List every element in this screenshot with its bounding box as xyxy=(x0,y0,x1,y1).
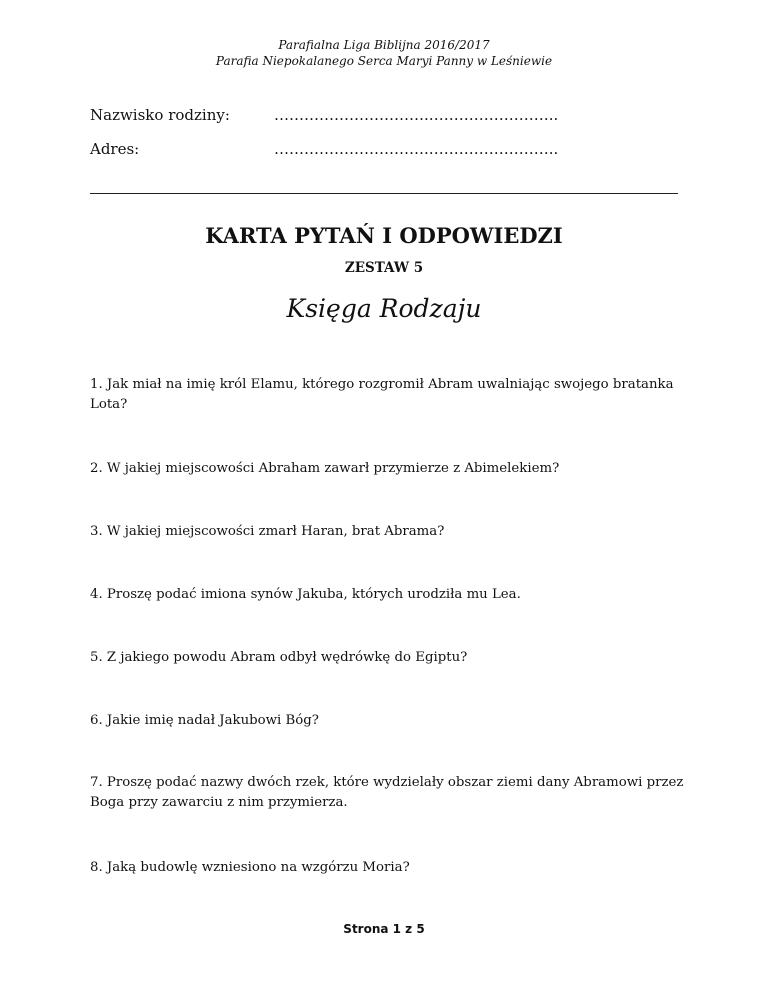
page-header xyxy=(0,37,768,69)
page-number: Strona 1 z 5 xyxy=(343,922,425,936)
family-name-label: Nazwisko rodziny: xyxy=(90,106,230,124)
question-3: 3. W jakiej miejscowości zmarł Haran, brat Abrama? xyxy=(90,524,445,539)
question-7: 7. Proszę podać nazwy dwóch rzek, które wydzielały obszar ziemi dany Abramowi przez Boga przy zawarciu z nim przymierza. xyxy=(90,775,684,810)
header-parish-name: Parafia Niepokalanego Serca Maryi Panny w Leśniewie xyxy=(215,54,553,68)
question-6: 6. Jakie imię nadał Jakubowi Bóg? xyxy=(90,713,319,728)
address-field[interactable]: ………………………….…………………….. xyxy=(274,140,559,158)
address-label: Adres: xyxy=(90,140,140,158)
question-4: 4. Proszę podać imiona synów Jakuba, których urodziła mu Lea. xyxy=(90,587,521,602)
main-title: KARTA PYTAŃ I ODPOWIEDZI xyxy=(205,223,563,248)
question-8: 8. Jaką budowlę wzniesiono na wzgórzu Moria? xyxy=(90,860,410,875)
header-league-title: Parafialna Liga Biblijna 2016/2017 xyxy=(278,38,490,52)
horizontal-divider xyxy=(90,193,678,194)
question-2: 2. W jakiej miejscowości Abraham zawarł przymierze z Abimelekiem? xyxy=(90,461,560,476)
book-title: Księga Rodzaju xyxy=(286,294,482,323)
set-title: ZESTAW 5 xyxy=(344,260,424,276)
question-5: 5. Z jakiego powodu Abram odbył wędrówkę do Egiptu? xyxy=(90,650,468,665)
family-name-field[interactable]: ………………………….…………………….. xyxy=(274,106,559,124)
question-1: 1. Jak miał na imię król Elamu, którego rozgromił Abram uwalniając swojego bratanka Lota? xyxy=(90,377,674,412)
